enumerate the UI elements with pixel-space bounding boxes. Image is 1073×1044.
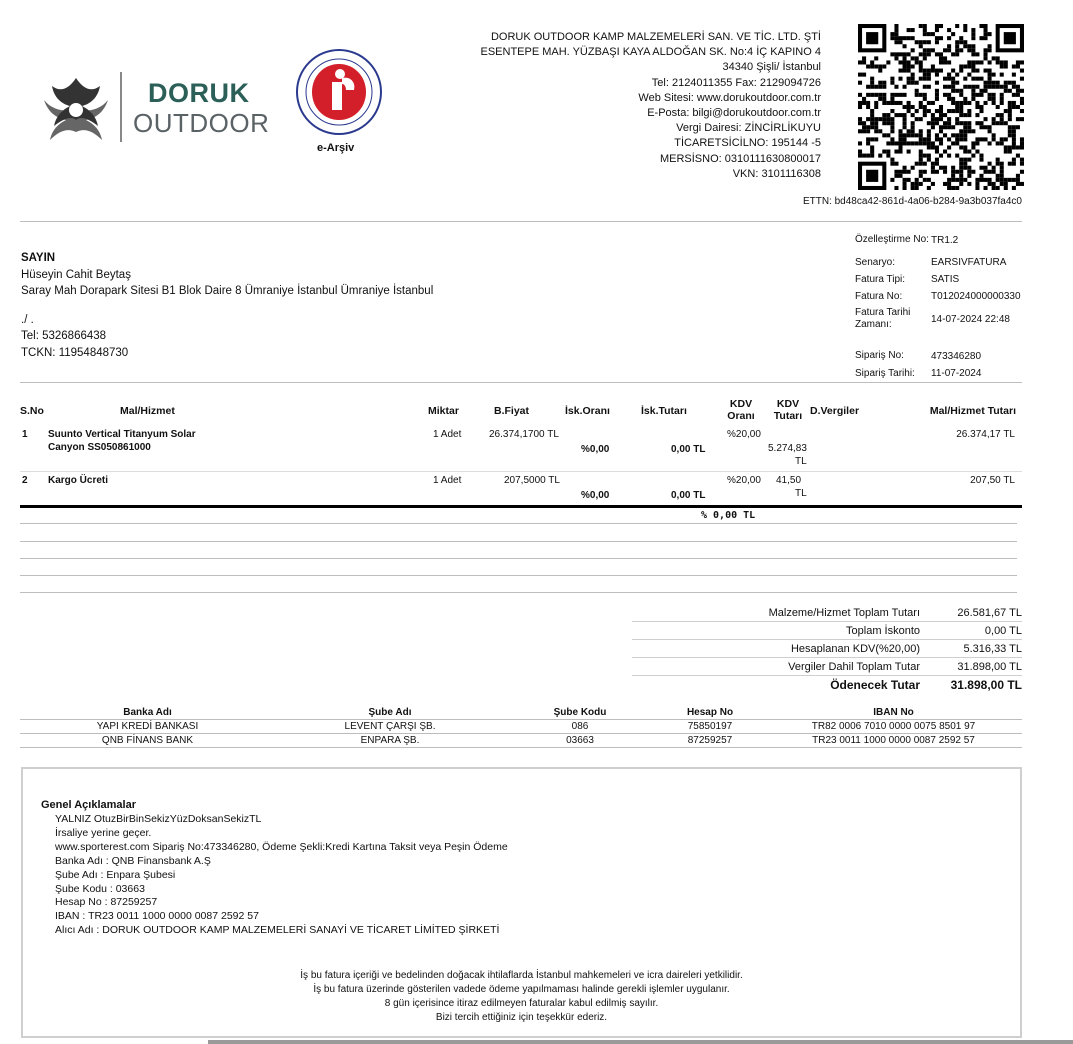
total-value: 5.316,33 TL [963, 642, 1022, 655]
legal-line: İş bu fatura içeriği ve bedelinden doğacak ihtilaflarda İstanbul mahkemeleri ve icra daireleri yetkilidir. [300, 970, 743, 981]
total-value: 31.898,00 TL [950, 678, 1022, 692]
col-price: B.Fiyat [494, 405, 530, 417]
ettn: ETTN: bd48ca42-861d-4a06-b284-9a3b037fa4c0 [802, 196, 1022, 207]
row-total: 26.374,17 TL [956, 429, 1015, 440]
items-header [20, 398, 1022, 426]
buyer-heading: SAYIN [21, 252, 56, 264]
row-disc-rate: %0,00 [581, 444, 610, 455]
col-qty: Miktar [428, 405, 459, 417]
meta-key: Sipariş Tarihi: [855, 367, 915, 379]
col-kdv-rate: KDV Oranı [727, 398, 755, 422]
bank-cell: Şube Adı [368, 707, 412, 718]
buyer-name: Hüseyin Cahit Beytaş [21, 268, 131, 281]
seller-info [441, 30, 821, 182]
legal-line: Bizi tercih ettiğiniz için teşekkür ederiz. [435, 1012, 608, 1023]
bank-cell: 75850197 [687, 721, 733, 732]
total-value: 0,00 TL [984, 624, 1022, 637]
buyer-extra: ./ . [21, 313, 34, 326]
row-price: 207,5000 TL [504, 475, 560, 486]
row-kdv-rate: %20,00 [727, 475, 761, 486]
note-line: Banka Adı : QNB Finansbank A.Ş [55, 854, 211, 867]
row-kdv-unit: TL [795, 488, 807, 499]
qr-code [858, 24, 1024, 190]
row-disc-amt: 0,00 TL [671, 444, 706, 455]
bank-cell: YAPI KREDİ BANKASI [96, 721, 199, 732]
seller-line: ESENTEPE MAH. YÜZBAŞI KAYA ALDOĞAN SK. No:4 İÇ KAPINO 4 [480, 46, 821, 59]
col-sno: S.No [20, 405, 44, 417]
meta-row [855, 305, 1031, 333]
seller-line: VKN: 3101116308 [732, 167, 821, 180]
header-divider [20, 221, 1022, 222]
bank-cell: TR82 0006 7010 0000 0075 8501 97 [811, 721, 976, 732]
meta-value: 11-07-2024 [931, 368, 982, 379]
buyer-tel: Tel: 5326866438 [21, 330, 107, 342]
empty-row-line [20, 592, 1017, 593]
total-row [632, 676, 1022, 694]
meta-value: 14-07-2024 22:48 [931, 313, 1010, 325]
meta-key: Fatura Tarihi Zamanı: [855, 307, 911, 330]
meta-divider [20, 382, 1022, 383]
empty-row-line [20, 575, 1017, 576]
total-value: 31.898,00 TL [957, 660, 1022, 673]
meta-value: EARSIVFATURA [931, 257, 1007, 268]
table-row [20, 475, 1022, 505]
col-disc-rate: İsk.Oranı [565, 405, 610, 417]
bank-cell: 086 [571, 721, 589, 732]
total-row [632, 622, 1022, 640]
total-row [632, 658, 1022, 676]
row-disc-rate: %0,00 [581, 490, 610, 501]
note-line: Şube Adı : Enpara Şubesi [55, 868, 176, 881]
bank-row [20, 734, 1022, 748]
meta-row [855, 365, 1031, 382]
bank-table [20, 706, 1022, 748]
bank-cell: LEVENT ÇARŞI ŞB. [344, 721, 436, 732]
meta-key: Sipariş No: [855, 350, 904, 361]
row-qty: 1 Adet [433, 475, 462, 486]
note-line: Alıcı Adı : DORUK OUTDOOR KAMP MALZEMELERİ SANAYİ VE TİCARET LİMİTED ŞİRKETİ [55, 924, 500, 937]
meta-row [855, 226, 1031, 254]
row-divider [20, 471, 1022, 472]
seller-line: E-Posta: bilgi@dorukoutdoor.com.tr [647, 107, 821, 120]
seller-line: DORUK OUTDOOR KAMP MALZEMELERİ SAN. VE TİC. LTD. ŞTİ [490, 31, 821, 43]
legal-line: İş bu fatura üzerinde gösterilen vadede ödeme yapılmaması halinde gerekli işlemler uygulanır. [313, 984, 730, 995]
company-logo [38, 68, 270, 146]
gib-seal-icon [290, 48, 388, 140]
note-line: YALNIZ OtuzBirBinSekizYüzDoksanSekizTL [55, 813, 262, 825]
note-line: IBAN : TR23 0011 1000 0000 0087 2592 57 [55, 910, 259, 923]
row-kdv-amt: 5.274,83 [768, 443, 807, 454]
col-other-tax: D.Vergiler [810, 405, 860, 417]
row-kdv-amt: 41,50 [776, 475, 802, 486]
empty-row-line [20, 541, 1017, 542]
bank-row [20, 720, 1022, 734]
footer-discount: % 0,00 TL [701, 510, 756, 521]
bank-cell: IBAN No [873, 707, 914, 718]
row-item-name: Suunto Vertical Titanyum Solar [48, 429, 196, 440]
note-line: İrsaliye yerine geçer. [55, 826, 152, 839]
seller-line: Vergi Dairesi: ZİNCİRLİKUYU [676, 122, 821, 135]
meta-value: TR1.2 [931, 234, 959, 246]
total-label: Malzeme/Hizmet Toplam Tutarı [768, 606, 920, 619]
seller-line: Tel: 2124011355 Fax: 2129094726 [651, 76, 821, 89]
legal-notice [23, 969, 1020, 1025]
notes-title: Genel Açıklamalar [41, 799, 136, 811]
meta-row [855, 288, 1031, 305]
bank-header-row [20, 706, 1022, 720]
meta-value: SATIS [931, 274, 960, 285]
meta-row [855, 347, 1031, 365]
buyer-info [21, 250, 433, 361]
col-disc-amt: İsk.Tutarı [641, 405, 687, 417]
logo-divider [120, 72, 122, 142]
row-item-name: Kargo Ücreti [48, 475, 109, 486]
bank-cell: Şube Kodu [553, 707, 607, 718]
seller-line: 34340 Şişli/ İstanbul [722, 61, 821, 74]
col-item: Mal/Hizmet [120, 405, 175, 417]
bank-cell: 87259257 [687, 735, 733, 746]
notes-lines [55, 813, 508, 938]
seller-line: Web Sitesi: www.dorukoutdoor.com.tr [638, 91, 821, 104]
meta-key: Senaryo: [855, 256, 896, 268]
row-item-name-2: Canyon SS050861000 [48, 442, 151, 453]
earsiv-seal [290, 48, 390, 158]
total-value: 26.581,67 TL [957, 606, 1022, 619]
bank-cell: Banka Adı [123, 707, 172, 718]
total-label: Vergiler Dahil Toplam Tutar [788, 660, 920, 673]
bank-cell: 03663 [566, 735, 594, 746]
empty-row-line [20, 558, 1017, 559]
total-label: Hesaplanan KDV(%20,00) [790, 642, 920, 655]
total-row [632, 640, 1022, 658]
meta-row [855, 271, 1031, 288]
meta-row [855, 254, 1031, 271]
row-sno: 1 [22, 429, 28, 440]
col-total: Mal/Hizmet Tutarı [929, 405, 1016, 417]
table-row [20, 429, 1022, 469]
row-kdv-unit: TL [795, 456, 807, 467]
row-disc-amt: 0,00 TL [671, 490, 706, 501]
total-label: Ödenecek Tutar [830, 678, 920, 692]
col-kdv-amt: KDV Tutarı [773, 398, 803, 422]
brand-name-bottom: OUTDOOR [133, 108, 270, 138]
row-qty: 1 Adet [433, 429, 462, 440]
total-row [632, 604, 1022, 622]
buyer-address: Saray Mah Dorapark Sitesi B1 Blok Daire 8 Ümraniye İstanbul Ümraniye İstanbul [21, 285, 434, 297]
note-line: Şube Kodu : 03663 [55, 882, 145, 895]
general-notes [21, 767, 1022, 1038]
invoice-meta [855, 226, 1031, 382]
row-price: 26.374,1700 TL [489, 429, 559, 440]
bank-cell: ENPARA ŞB. [360, 735, 420, 746]
row-sno: 2 [22, 475, 28, 486]
bottom-scrollbar[interactable] [208, 1040, 1073, 1044]
meta-key: Özelleştirme No: [855, 234, 929, 245]
row-total: 207,50 TL [970, 475, 1015, 486]
meta-key: Fatura Tipi: [855, 273, 906, 285]
row-kdv-rate: %20,00 [727, 429, 761, 440]
totals [632, 604, 1022, 694]
bank-cell: QNB FİNANS BANK [101, 735, 194, 746]
buyer-tckn: TCKN: 11954848730 [21, 346, 129, 359]
meta-value: 473346280 [931, 350, 982, 362]
total-label: Toplam İskonto [846, 624, 920, 637]
brand-name-top: DORUK [148, 78, 250, 108]
bank-cell: TR23 0011 1000 0000 0087 2592 57 [812, 735, 975, 746]
items-bottom-rule [20, 505, 1022, 508]
qr-code-icon [858, 24, 1024, 190]
phoenix-emblem-icon [38, 70, 114, 146]
meta-value: T012024000000330 [931, 291, 1021, 302]
note-line: Hesap No : 87259257 [55, 896, 158, 909]
bank-cell: Hesap No [686, 707, 734, 718]
seller-line: MERSİSNO: 0310111630800017 [659, 152, 821, 165]
note-line: www.sporterest.com Sipariş No:473346280, Ödeme Şekli:Kredi Kartına Taksit veya Peşin Ödeme [55, 840, 508, 853]
meta-key: Fatura No: [855, 290, 903, 302]
legal-line: 8 gün içerisince itiraz edilmeyen faturalar kabul edilmiş sayılır. [384, 998, 659, 1009]
earsiv-label: e-Arşiv [317, 142, 355, 154]
empty-row-line [20, 523, 1017, 524]
seller-line: TİCARETSİCİLNO: 195144 -5 [674, 137, 821, 150]
